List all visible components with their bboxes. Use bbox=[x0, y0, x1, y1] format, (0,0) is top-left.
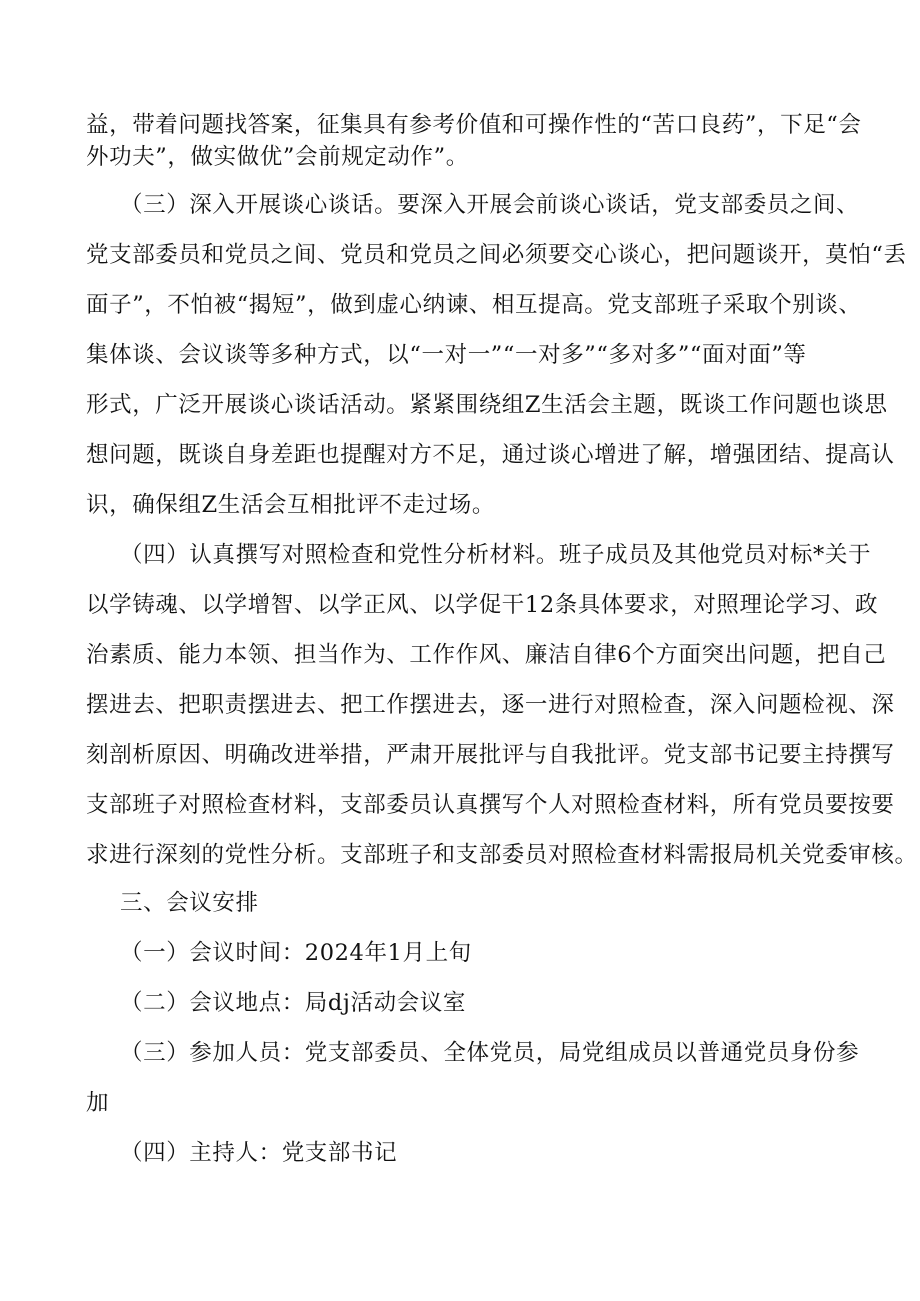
paragraph-line: （四）认真撰写对照检查和党性分析材料。班子成员及其他党员对标*关于 bbox=[120, 542, 872, 568]
paragraph-line: 面子”，不怕被“揭短”，做到虚心纳谏、相互提高。党支部班子采取个别谈、 bbox=[86, 292, 862, 318]
paragraph-line: 支部班子对照检查材料，支部委员认真撰写个人对照检查材料，所有党员要按要 bbox=[86, 792, 895, 818]
paragraph-line: 外功夫”，做实做优”会前规定动作”。 bbox=[86, 144, 469, 170]
paragraph-line: 治素质、能力本领、担当作为、工作作风、廉洁自律6个方面突出问题，把自己 bbox=[86, 642, 887, 668]
paragraph-line: 想问题，既谈自身差距也提醒对方不足，通过谈心增进了解，增强团结、提高认 bbox=[86, 442, 895, 468]
paragraph-line: （三）深入开展谈心谈话。要深入开展会前谈心谈话，党支部委员之间、 bbox=[120, 192, 860, 218]
paragraph-line: 党支部委员和党员之间、党员和党员之间必须要交心谈心，把问题谈开，莫怕“丢 bbox=[86, 242, 907, 268]
paragraph-line: （一）会议时间：2024年1月上旬 bbox=[120, 940, 472, 966]
section-heading: 三、会议安排 bbox=[120, 890, 259, 916]
paragraph-line: 刻剖析原因、明确改进举措，严肃开展批评与自我批评。党支部书记要主持撰写 bbox=[86, 742, 895, 768]
paragraph-line: 集体谈、会议谈等多种方式，以“一对一”“一对多”“多对多”“面对面”等 bbox=[86, 342, 807, 368]
paragraph-line: 求进行深刻的党性分析。支部班子和支部委员对照检查材料需报局机关党委审核。 bbox=[86, 842, 918, 868]
paragraph-line: 益，带着问题找答案，征集具有参考价值和可操作性的“苦口良药”，下足“会 bbox=[86, 112, 862, 138]
paragraph-line: 以学铸魂、以学增智、以学正风、以学促干12条具体要求，对照理论学习、政 bbox=[86, 592, 879, 618]
paragraph-line: （三）参加人员：党支部委员、全体党员，局党组成员以普通党员身份参 bbox=[120, 1040, 860, 1066]
paragraph-line: 形式，广泛开展谈心谈话活动。紧紧围绕组Z生活会主题，既谈工作问题也谈思 bbox=[86, 392, 888, 418]
paragraph-line: 加 bbox=[86, 1090, 110, 1116]
paragraph-line: （四）主持人：党支部书记 bbox=[120, 1140, 398, 1166]
paragraph-line: （二）会议地点：局dj活动会议室 bbox=[120, 990, 466, 1016]
paragraph-line: 识，确保组Z生活会互相批评不走过场。 bbox=[86, 492, 495, 518]
paragraph-line: 摆进去、把职责摆进去、把工作摆进去，逐一进行对照检查，深入问题检视、深 bbox=[86, 692, 895, 718]
